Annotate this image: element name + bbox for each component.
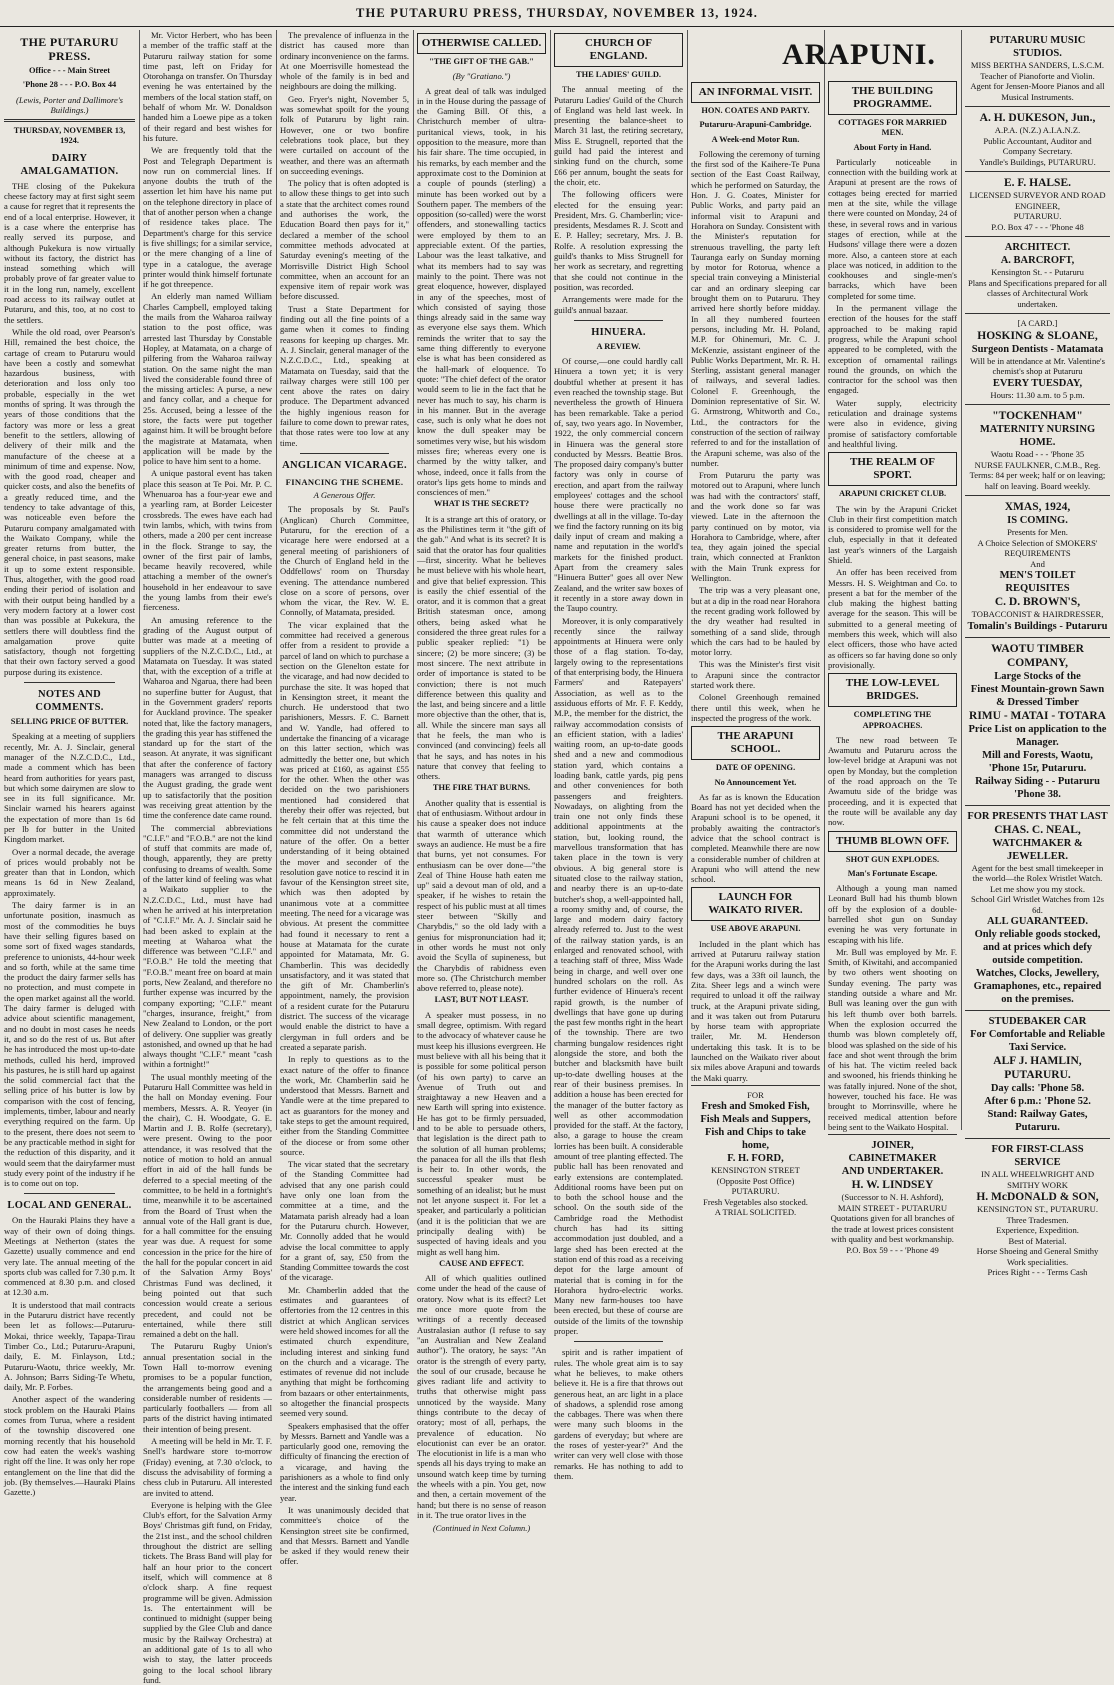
ad-line: Railway Siding - - Putaruru	[975, 775, 1100, 787]
ad-line: Teacher of Pianoforte and Violin.	[980, 70, 1095, 81]
ad-line: Let me show you my stock.	[990, 883, 1085, 894]
ad-line: WATCHMAKER & JEWELLER.	[992, 837, 1083, 862]
column-7	[828, 30, 957, 1255]
building-heading: THE BUILDING PROGRAMME.	[828, 81, 957, 115]
ad-line: And	[1030, 558, 1045, 569]
ad-line: MISS BERTHA SANDERS, L.S.C.M.	[970, 60, 1105, 70]
section-heading: WHAT IS THE SECRET?	[433, 499, 530, 509]
ad-line: MEN'S TOILET REQUISITES	[999, 570, 1076, 594]
ad-line: Fish and Chips to take home,	[705, 1127, 806, 1152]
article-paragraph: The policy that is often adopted is to allow these things to get into such a state that the architect comes round and authorises the work, the Education Board then pays for it," declared a member of the school committee methods advocated at Saturday evening's meeting of the Morrisville District High School committee, when an account for an expensive item of repair work was before discussed.	[280, 178, 409, 302]
ad-line: CHAS. C. NEAL,	[994, 823, 1081, 836]
column-4	[417, 30, 546, 1534]
building-tagline: About Forty in Hand.	[853, 142, 932, 152]
article-paragraph: Geo. Fryer's night, November 5, was somewhat spoilt for the young folk of Putaruru by light rain. However, one or two bonfire celebrations took place, but they were curtailed on account of the weather, and there was an aftermath on succeeding evenings.	[280, 93, 409, 176]
taxi-ad	[965, 1010, 1110, 1138]
article-paragraph: Another quality that is essential is that of enthusiasm. Without ardour in his cause a speaker does not induce that warmth of utterance which sways an audience. He must be a fire that burns, yet not consumes. For enthusiasm can be over done—"the Zeal of Thine House hath eaten me up" said a devout man of old, and a speaker, if he wishes to retain the respect of his public must at all times steer between "Skilly and Charybdis," so the old lady with a genius for mispronunciation had it; in other words he must not only avoid the Scylla of supineness, but the Charybdis of rabidness even more so. (The Christchurch member above referred to, please note).	[417, 797, 546, 994]
divider	[24, 682, 115, 683]
ad-line: STUDEBAKER CAR	[988, 1016, 1087, 1027]
ad-line: Large Stocks of the	[994, 670, 1081, 682]
thumb-heading: THUMB BLOWN OFF.	[828, 831, 957, 852]
hinuera-subheading: A REVIEW.	[596, 341, 641, 351]
divider	[574, 1341, 663, 1342]
article-paragraph: Mr. Victor Herbert, who has been a member of the traffic staff at the Putaruru railway station for some time past, left on Friday for Otorohanga on transfer. On Thursday evening he was entertained by the members of the local station staff, on behalf of whom Mr. W. Donaldson handed him a Loewe pipe as a token of their regard and best wishes for his future.	[143, 30, 272, 143]
ad-line: Terms: 84 per week; half or on leaving; half on leaving. Board weekly.	[969, 470, 1106, 491]
article-paragraph: We are frequently told that the Post and Telegraph Department is now run on commercial lines. If anyone doubts the truth of the assertion let him have his name put on the telephone directory in place of that of another person when a change of residence takes place. The Department's charge for this service is five shillings; for a similar service, or the mere changing of a line of type in a catalogue, the average printer would think himself fortunate if he got threepence.	[143, 145, 272, 290]
column-3	[280, 30, 409, 1567]
ad-line: Watches, Clocks, Jewellery, Gramaphones, etc., repaired on the premises.	[973, 968, 1102, 1005]
article-paragraph: Trust a State Department for finding out all the fine points of a game when it comes to finding reasons for keeping up charges. Mr. A. J. Sinclair, general manager of the N.Z.C.D.C., Ltd., speaking at Matamata on Tuesday, said that the railway charges were still 100 per cent above the rates on dairy produce. The Department advanced the highly ingenious reason for failure to come down to prewar rates, that those rates were too low at any time.	[280, 303, 409, 448]
article-paragraph: Colonel Greenhough remained there until this week, when he inspected the progress of the work.	[691, 692, 820, 723]
wheelwright-ad	[965, 1138, 1110, 1282]
issue-date: THURSDAY, NOVEMBER 13, 1924.	[13, 126, 126, 146]
music-studio-ad	[965, 30, 1110, 106]
ad-line: ARCHITECT.	[1004, 242, 1071, 253]
ad-line: Prices Right - - - Terms Cash	[987, 1267, 1088, 1277]
ad-line: Finest Mountain-grown Sawn & Dressed Timber	[970, 683, 1105, 708]
ad-line: JOINER, CABINETMAKER	[848, 1140, 937, 1165]
article-paragraph: Mr. Bull was employed by Mr. F. Smith, of Kiwitahi, and accompanied by two others went shooting on Sunday evening. The party was standing outside a whare and Mr. Bull was leaning over the gun with his left thumb over both barrels. When the explosion occurred the thumb was blown completely off, blood was splashed on the side of his face and shot went through the brim of his hat. The victim reeled back and swooned, his friends thinking he was fatally injured. None of the shot, however, touched his face. He was brought to Morrinsville, where he received medical attention before being sent to the Waikato Hospital.	[828, 946, 957, 1132]
church-heading: CHURCH OF ENGLAND.	[554, 33, 683, 67]
ad-line: RIMU - MATAI - TOTARA	[969, 709, 1106, 722]
ad-line: EVERY TUESDAY,	[992, 377, 1083, 389]
ad-line: Fresh Vegetables also stocked.	[703, 1196, 808, 1207]
ad-line: (Successor to N. H. Ashford),	[841, 1192, 944, 1203]
ad-line: Fresh and Smoked Fish,	[701, 1101, 810, 1113]
thumb-tagline: Man's Fortunate Escape.	[847, 868, 938, 878]
ad-line: AND UNDERTAKER.	[841, 1166, 944, 1178]
ad-line: Day calls: 'Phone 58.	[990, 1083, 1085, 1094]
timber-company-ad	[965, 637, 1110, 805]
article-paragraph: From Putaruru the party was motored out to Arapuni, where lunch was had with the contractors' staff, and the work done so far was viewed. Late in the afternoon the party continued on by motor, via Horahora to Cambridge, where, after tea, they again joined the special train, which connected at Frankton with the Main Trunk express for Wellington.	[691, 470, 820, 584]
ad-line: Will be in attendance at Mr. Valentine's chemist's shop at Putaruru	[970, 355, 1105, 376]
jeweller-ad	[965, 805, 1110, 1011]
school-heading: THE ARAPUNI SCHOOL.	[691, 726, 820, 760]
ad-line: Presents for Men.	[1007, 527, 1068, 537]
article-paragraph: In the permanent village the erection of the houses for the staff approached to be making rapid progress, while the Arapuni school appeared to be completed, with the exception of ornamental railings round the grounds, on which the contractor for the school was then engaged.	[828, 303, 957, 396]
article-paragraph: The vicar stated that the secretary of the Standing Committee had advised that any one parish could have only one loan from the committee at a time, and the Matamata parish already had a loan for the Putaruru church. However, Mr. Connolly added that he would advise the local committee to apply for a grant of, say, £50 from the Standing Committee towards the cost of the vicarage.	[280, 1159, 409, 1283]
article-paragraph: An offer has been received from Messrs. H. S. Weightman and Co. to present a bat for the member of the club making the highest batting average for the season. This will be submitted to a general meeting of members this week, which will also elect officers, those who have acted as officers so far having done so only provisionally.	[828, 567, 957, 670]
article-paragraph: Water supply, electricity reticulation and drainage systems were also in evidence, giving promise of satisfactory comfortable and healthful living.	[828, 397, 957, 449]
ad-line: School Girl Wristlet Watches from 12s 6d.	[970, 894, 1105, 915]
ad-line: Tomalin's Buildings - Putaruru	[967, 620, 1108, 632]
article-paragraph: Speaking at a meeting of suppliers recently, Mr. A. J. Sinclair, general manager of the N.Z.C.D.C., Ltd., made a comment which has been heard from authorities for years past, but which some dairymen are slow to see in its full significance. Mr. Sinclair warned his hearers against the expectation of more than 1s 6d per lb for butter in the United Kingdom market.	[4, 731, 135, 845]
ad-line: IN ALL WHEELWRIGHT AND SMITHY WORK	[980, 1169, 1095, 1190]
ad-line: Price List on application to the Manager.	[968, 723, 1107, 748]
oratory-heading: OTHERWISE CALLED.	[417, 33, 546, 54]
bridges-subheading: COMPLETING THE APPROACHES.	[853, 710, 932, 730]
dentist-ad	[965, 313, 1110, 404]
article-paragraph: It was unanimously decided that committee's choice of the Kensington street site be confirmed, and that Messrs. Barnett and Yandle be asked if they would renew their offer.	[280, 1504, 409, 1567]
article-paragraph: The commercial abbreviations "C.I.F." and "F.O.B." are not the kind of stuff that commits are made of, though, apparently, they are pretty confusing to dreams of wealth. Some of the latter kind of feeling was what a Waikato supplier to the N.Z.C.D.C., Ltd., must have had when he arrived at his interpretation of "C.I.F." Mr. A. J. Sinclair said he had been asked to explain at the meeting at Waharoa what the difference was between "C.I.F." and "F.O.B." He told the meeting that "F.O.B." meant free on board at main ports, New Zealand, and therefore no further expense was incurred by the company exporting; "C.I.F." meant "charges, insurance, freight," from New Zealand to London, or the port of delivery. One supplier was greatly astonished, and owned up that he had always thought "C.I.F." meant "cash within a fortnight!"	[143, 822, 272, 1070]
section-heading: LAST, BUT NOT LEAST.	[434, 995, 529, 1005]
ad-line: (Opposite Post Office)	[716, 1175, 795, 1186]
article-paragraph: spirit and is rather impatient of rules. The whole great aim is to say what he believes, to make others believe it. He is a fire that throws out generous heat, an arc light in a place of shadows, a splendid rose among the cabbages. There was when there were many such blooms in the gardens of everyday; but where are the roses of yester-year?" And the writer can very well close with those remarks. He has nothing to add to them.	[554, 1347, 683, 1481]
ad-line: Surgeon Dentists - Matamata	[971, 343, 1104, 355]
ad-line: Public Accountant, Auditor and Company Secretary.	[983, 135, 1092, 156]
article-paragraph: All of which qualities outlined come under the head of the cause of oratory. Now what is its effect? Let me once more quote from the writings of a recently deceased Australasian author (I refuse to say "an Australian and New Zealand author"). The oratory, he says: "An orator is the strength of every party, the soul of our crusade, because he gives radiant life and activity to truths that otherwise might pass unnoticed by the wayside. Many things contribute to the decay of oratory; most of all, perhaps, the prevalence of education. No elocutionist can ever be an orator. The elocutionist in life is a man who spends all his days trying to make an unsound watch keep time by turning the wheels with a pin. You get, now and then, a certain movement of the hand; but there is no sense of reason in it. The true orator lives in the	[417, 1273, 546, 1520]
article-paragraph: An elderly man named William Charles Campbell, employed taking the mails from the Waharoa railway station to the post office, was arrested last Thursday by Constable Hopley, at Matamata, on a charge of pilfering from the Waharoa railway station. On the same night the man lived the considerable found three of the missing articles: A purse, a new and fancy collar, and a cheque for 25s. Accused, being a lessee of the store, the facts were put together against him. It will be brought before the magistrate at Matamata, when application will be made by the police to have him sent to a home.	[143, 291, 272, 467]
article-paragraph: On the Hauraki Plains they have a way of their own of doing things. Meetings at Netherton (states the Gazette) usually commence and end very late. The annual meeting of the sports club was called for 7.30 p.m. It commenced at 8.30 p.m. and closed at 12.30 a.m.	[4, 1215, 135, 1298]
ad-line: 'Phone 38.	[1014, 788, 1061, 800]
ad-line: NURSE FAULKNER, C.M.B., Reg.	[974, 459, 1101, 470]
editorial-heading: DAIRY AMALGAMATION.	[20, 152, 119, 177]
article-paragraph: A great deal of talk was indulged in in the House during the passage of the Gaming Bill. Of this, a Christchurch member of ultra-puritanical views, took, in his opposition to the measure, more than his fair share. The time occupied, in his remarks, by each member and the approximate cost to the Dominion at a couple of pounds (sterling) a minute has been worked out by a Southern paper. The members of the opposition (so-called) were the worst offenders, and stonewalling tactics were employed by them to an appreciable extent. Of the parties, Labour was the least talkative, and what its members had to say was mainly to the point. There was not great eloquence, however, displayed in any of the speeches, most of which consisted of saying those things already said in the same way as everyone else says them. Which reminds the writer that to say the same thing differently to everyone else is what has been considered as the hall-mark of eloquence. To quote: "The chief defect of the orator would seem to lie in the fact that he never has much to say, his charm is in his manner. But in the average case, such is only what he does not know the dull speaker may be sometimes very wise, but his wisdom misses fire; whereas every one is charmed by the witty talker, and whose, indeed, once it falls from the orator's lips gets home to minds and consciences of men."	[417, 85, 546, 498]
ad-line: A Choice Selection of SMOKERS' REQUIREMENTS	[977, 537, 1098, 558]
ad-line: TOBACCONIST & HAIRDRESSER,	[971, 609, 1104, 619]
local-general-heading: LOCAL AND GENERAL.	[7, 1200, 132, 1212]
ad-line: Best of Material.	[1008, 1235, 1067, 1246]
tobacconist-ad	[965, 495, 1110, 637]
column-5	[554, 30, 683, 1481]
ad-line: MATERNITY NURSING HOME.	[979, 424, 1096, 448]
article-paragraph: A meeting will be held in Mr. T. F. Snell's hardware store to-morrow (Friday) evening, at 7.30 o'clock, to discuss the advisability of forming a chess club in Putaruru. All interested are invited to attend.	[143, 1436, 272, 1498]
article-paragraph: A unique pastoral event has taken place this season at Te Poi. Mr. P. C. Whenuaroa has a four-year ewe and a yearling ram, at Border Leicester crossbreds. The ewes have each had twin lambs, which, with twins from others, made a 200 per cent increase in the flock. Strange to say, the owner of the first pair of lambs, became heavily recovered, while attaching a member of the owner's household in her endeavour to save the young lambs from their ewe's fierceness.	[143, 468, 272, 613]
ad-line: Three Tradesmen.	[1006, 1214, 1069, 1225]
ad-line: Agent for Jensen-Moore Pianos and all Musical Instruments.	[970, 81, 1105, 102]
ad-line: A. H. DUKESON, Jun.,	[979, 112, 1096, 124]
ad-line: WAOTU TIMBER COMPANY,	[991, 642, 1084, 669]
office-line: Office - - - Main Street	[28, 66, 110, 75]
ad-line: PUTARURU.	[1013, 211, 1062, 221]
vicarage-subheading: FINANCING THE SCHEME.	[285, 476, 404, 487]
ad-line: P.O. Box 47 - - - 'Phone 48	[991, 221, 1084, 232]
bridges-heading: THE LOW-LEVEL BRIDGES.	[828, 673, 957, 707]
ad-line: F. H. FORD,	[727, 1153, 784, 1165]
ad-line: FOR FIRST-CLASS SERVICE	[991, 1144, 1084, 1168]
school-subheading: DATE OF OPENING.	[715, 763, 796, 773]
visit-route: Putaruru-Arapuni-Cambridge.	[699, 120, 812, 130]
ad-line: PUTARURU MUSIC STUDIOS.	[989, 35, 1086, 59]
ad-line: XMAS, 1924,	[1004, 501, 1071, 513]
ad-line: FOR	[747, 1089, 764, 1100]
visit-subheading: HON. COATES AND PARTY.	[701, 106, 810, 115]
ad-line: Waotu Road - - - 'Phone 35	[990, 449, 1085, 459]
ad-line: MAIN STREET - PUTARURU	[837, 1202, 948, 1213]
article-paragraph: The usual monthly meeting of the Putaruru Hall Committee was held in the hall on Monday evening. Four members, Messrs. A. R. Yeoyer (in the chair), C. H. Woodgate, G. E. Martin and J. B. Rolfe (secretary), were present. Owing to the poor attendance, it was resolved that the notice of motion to hold an annual effort in aid of the hall funds be deferred to a special meeting of the committee, to be held in a fortnight's time, meanwhile it to be ascertained from the Board of Trust when the annual vote of the Hall grant is due, for a hall committee for the ensuing year was due. A request for some concession in the price for the hire of the hall for the popular concert in aid of the Salvation Army Boys' Christmas Fund was declined, it being pointed out that such concession would create a serious precedent, and could not be entertained, while there still remained a debt on the hall.	[143, 1071, 272, 1340]
ad-line: HOSKING & SLOANE,	[977, 329, 1098, 342]
ad-line: Plans and Specifications prepared for all classes of Architectural Work undertaken.	[967, 277, 1108, 309]
launch-heading: LAUNCH FOR WAIKATO RIVER.	[691, 887, 820, 921]
ad-line: Quotations given for all branches of the trade at lowest prices consistent with quality and best workmanship.	[830, 1213, 955, 1245]
ad-line: Horse Shoeing and General Smithy Work specialities.	[976, 1246, 1099, 1267]
article-paragraph: The vicar explained that the committee had received a generous offer from a resident to provide a parcel of land on which to purchase a section on the Glenelton estate for the vicarage, and had now decided to purchase the site. It was hoped that in Kensington street, it meant the church. He understood that two parishioners, Messrs. F. C. Barnett and W. Yandle, had offered to undertake the financing of a vicarage on this latter section, which was admittedly the better one, but which was priced at £160, as against £55 for the other. When the other was decided on the two parishioners mentioned had considered that thereby their offer was rejected, but he felt certain that at this time the committee did not understand the nature of the offer. On a better understanding of it being obtained the mover and seconder of the resolution gave notice to rescind it in favour of the Kensington street site, which was then adopted by unanimous vote at a committee meeting. The need for a vicarage was obvious. At present the committee had found it necessary to rent a house at Matamata for the curate appointed for Matamata, Mr. G. Chamberlin. This was decidedly unsatisfactory, and it was stated that the gift of Mr. Chamberlin's appointment, namely, the provision of a resident curate for the Putaruru district. The success of the vicarage would enable the district to have a clergyman in full orders and be created a separate parish.	[280, 619, 409, 1052]
ad-line: ALF J. HAMLIN, PUTARURU.	[993, 1055, 1082, 1081]
launch-subheading: USE ABOVE ARAPUNI.	[710, 924, 801, 934]
article-paragraph: An amusing reference to the grading of the August output of butter was made at a meeting of suppliers of the N.Z.C.D.C., Ltd., at Matamata on Tuesday. It was stated that, with the exception of a trifle at Waharoa and Ngarua, there had been no superfine butter for August, that in the Government graders' reports for Auckland province. The speaker noted that, like the factory managers, the grading this year has stiffened the standard up for the start of the season. At anyrate, it was significant that after the conference of factory managers was arranged to discuss the August grading, the grade went up to satisfactorily that the position was receiving great attention by the time the conference date came round.	[143, 614, 272, 821]
notes-heading: NOTES AND COMMENTS.	[35, 689, 104, 714]
church-subheading: THE LADIES' GUILD.	[576, 70, 661, 79]
editorial-paragraph: While the old road, over Pearson's Hill, remained the best choice, the cartage of cream to Putaruru would have been a costly and somewhat hazardous business, with deterioration and loss only too probable, especially in the wet months of spring. It was through the years of those conditions that the factory was more or less a great benefit to the settlers, allowing of delivery of their milk and the manufacture of the cheese at a minimum of time and expense. Now, with the good road, cheaper and quicker costs, and also the benefits of a greatly reduced time, and the tendency to take advantage of this, was noticeable even before the Putaruru company amalgamated with the Waikato Company, while the greater returns from butter, the general choice, in past seasons, make it up to some extent responsible. Thus, altogether, with the good road ending their period of isolation and with their output being handled by a very modern factory at a lower cost than was possible at Pukekura, the settlers there will doubtless find the amalgamation prove quite satisfactory, though not forgetting that their own factory served a good purpose during its existence.	[4, 326, 135, 677]
ad-line: "TOCKENHAM"	[992, 410, 1083, 422]
article-paragraph: The proposals by St. Paul's (Anglican) Church Committee, Putaruru, for the erection of a vicarage here were endorsed at a general meeting of parishioners of the Church of England held in the Oddfellows' room on Thursday evening. The attendance numbered close on a score of persons, over whom the vicar, the Rev. W. E. Connolly, of Matamata, presided.	[280, 504, 409, 618]
sport-heading: THE REALM OF SPORT.	[828, 452, 957, 486]
ad-line: A TRIAL SOLICITED.	[714, 1207, 797, 1218]
ad-line: PUTARURU.	[731, 1186, 780, 1197]
article-paragraph: Mr. Chamberlin added that the estimates and guarantees of offertories from the 12 centres in this district at which Anglican services were held showed incomes for all the estimated church expenditure, including interest and sinking fund on the church and a vicarage. The estimates of revenue did not include anything that might be forthcoming from bazaars or other entertainments, so altogether the financial prospects seemed very sound.	[280, 1284, 409, 1419]
ad-line: P.O. Box 59 - - - 'Phone 49	[846, 1244, 939, 1255]
ad-line: Experience, Expedition.	[996, 1225, 1079, 1235]
ad-line: KENSINGTON STREET	[711, 1165, 800, 1176]
article-paragraph: The win by the Arapuni Cricket Club in their first competition match is considered to promise well for the club, especially in that it defeated last year's winners of the Largaish Shield.	[828, 503, 957, 565]
article-paragraph: The following officers were elected for the ensuing year: President, Mrs. G. Chamberlin; vice-presidents, Mesdames R. J. Scott and E. P. Halley; secretary, Mrs. J. B. Rolfe. A resolution expressing the guild's thanks to Miss Strugnell for her work as secretary, and regretting that she could not continue in the position, was recorded.	[554, 189, 683, 292]
thumb-subheading: SHOT GUN EXPLODES.	[845, 854, 940, 864]
informal-visit-heading: AN INFORMAL VISIT.	[691, 82, 820, 103]
notes-subheading: SELLING PRICE OF BUTTER.	[10, 717, 129, 727]
fish-shop-ad	[691, 1085, 820, 1222]
phone-line: 'Phone 28 - - - P.O. Box 44	[22, 80, 117, 90]
divider	[4, 119, 135, 122]
article-paragraph: Another aspect of the wandering stock problem on the Hauraki Plains comes from Turua, where a resident of the township discovered one morning recently that his household cow had eaten the week's washing right off the line. It was only her rope entanglement on the line that did the job. (By themselves.—Hauraki Plains Gazette.)	[4, 1394, 135, 1498]
section-heading: THE FIRE THAT BURNS.	[432, 783, 531, 793]
article-paragraph: It is a strange art this of oratory, or as the Philistines term it "the gift of the gab." And what is its secret? It is said that the orator has four qualities—first, sincerity. What he believes he must believe with his whole heart, and give that belief expression. This is easily the chief essential of the orator, and it is common that a great British statesman once, among others, being asked what he considered the three great rules for a public speaker replied: "1) be sincere; (2) be more sincere; (3) be most sincere. The next attribute in order of importance is stated to be conviction; there is not much difference between this quality and the last, and being sincere and a little more objective than the other, that is, all. While the sincere man says all that he feels, the man who is convinced (and convincing) feels all that he says, and has notes in his nature that convey that feeling to others.	[417, 513, 546, 782]
ad-line: Yandle's Buildings, PUTARURU.	[979, 156, 1096, 167]
ad-line: H. W. LINDSEY	[851, 1179, 934, 1192]
masthead: THE PUTARURU PRESS, THURSDAY, NOVEMBER 13, 1924.	[0, 0, 1114, 27]
surveyor-ad	[965, 171, 1110, 236]
article-paragraph: Moreover, it is only comparatively recently since the railway appointments at Hinuera were only those of a flag station. To-day, largely owing to the representations of that enterprising body, the Hinuera Farmers' and Ratepayers' Association, as well as to the assiduous efforts of Mr. F. F. Keddy, M.P., the member for the district, the railway accommodation consists of an efficient station, with a ladies' waiting room, an up-to-date goods shed and a new and commodious station yard, which contains a loading bank, cattle yards, pig pens and other conveniences for both passengers and freighters. Nowadays, on alighting from the train one not only finds these additional appointments at the station, but, looking round, the marvellous transformation that has taken place in the town is very obvious. A big general store is situated close to the railway station, and nearby there is an up-to-date butcher's shop, a well-appointed hall, a roomy smithy and, of course, the large and modern dairy factory already referred to. Just to the west of the railway station yards, is an enlarged and renovated school, with a teaching staff of three, Miss Wade being in charge, and well over one hundred scholars on the roll. As further evidence of Hinuera's recent rapid growth, is the number of dwellings that have gone up during the past few months right in the heart of the township. There are two charming bungalow residences right alongside the store, and both the butcher and blacksmith have built up-to-date dwelling houses at the rear of their business premises. In addition a house has been erected for the manager of the butter factory as well as other accommodation provided for the staff. At the factory, also, a garage to house the cream lorries has been built. A considerable amount of tree planting effected. The public hall has been renovated and early extensions are contemplated. Additional rooms have been put on to both the school house and the school. On the south side of the Cambridge road the Methodist church has had its sitting accommodation just doubled, and a large shed has been erected at the station end of this road as a receiving depot for the large amount of material that is coming in for the Horahora hydro-electric works. Many new farm-houses too have been erected, but these of course are outside of the limits of the township proper.	[554, 615, 683, 1337]
article-paragraph: Included in the plant which has arrived at Putaruru railway station for the Arapuni works during the last few days, was a 33ft oil launch, the Zita. Sheer legs and a winch were required to unload it off the railway truck, at the Arapuni private siding, and it was taken out from Putaruru by horse team with appropriate trailer, Mr. M. Henderson undertaking this task. It is to be launched on the Waikato river about six miles above Arapuni and towards the Maki quarry.	[691, 938, 820, 1083]
continued-note: (Continued in Next Column.)	[432, 1524, 531, 1534]
article-paragraph: The prevalence of influenza in the district has caused more than ordinary inconvenience on the farms. At one Moerrisville homestead the whole of the family is in bed and neighbours are doing the milking.	[280, 30, 409, 92]
article-paragraph: Of course,—one could hardly call Hinuera a town yet; it is very doubtful whether at present it has even reached the township stage. But nevertheless the growth of Hinuera has been remarkable. Take a period of, say, two years ago. In November, 1922, the only commercial concern in Hinuera was the general store conducted by Messrs. Beattie Bros. The proposed dairy company's butter factory was only in course of erection, and apart from the railway employees' cottages and the school house there were practically no dwellings at all in the village. To-day we find the factory running on its big daily input of cream and making a name and reputation in the world's markets for the finished product. Apart from the creamery sales "Hinuera Butter" goes all over New Zealand, and the writer saw boxes of it recently in a store away down in the Taupo country.	[554, 356, 683, 614]
article-paragraph: The dairy farmer is in an unfortunate position, inasmuch as most of the commodities he buys have their selling figures based on some sort of fixed wages standards, preference to unionists, 44-hour week and so forth, while at the same time the product the dairy farmer sells has no protection, and must compete in the open market against all the world. The dairy farmer is deluged with advice about scientific management, and no doubt in most cases he needs it, and so do the rest of us. But after he has introduced the most up-to-date methods, culled his herd, improved his pastures, he is still hard up against the solid commercial fact that the selling price of his butter is low by comparison with the cost of fencing, implements, timber, labour and nearly everything required on the farm. Up to the present, there does not seem to be any practicable method in sight for the reduction of this disparity, and it would seem that the dairyfarmer must study every point of the industry if he is to come out on top.	[4, 900, 135, 1189]
vicarage-tagline: A Generous Offer.	[313, 490, 376, 501]
building-subheading: COTTAGES FOR MARRIED MEN.	[838, 118, 947, 138]
column-2	[143, 30, 272, 1685]
section-heading: CAUSE AND EFFECT.	[439, 1258, 524, 1268]
article-paragraph: A speaker must possess, in no small degree, optimism. With regard to the advocacy of whatever cause he must keep his illusions evergreen. He must believe with all his being that it is possible for some political person (of his own party) to carve an Avenue of Truth out and straightaway a new Heaven and a new Earth will spring into existence. He has got to be firmly persuaded, and to be able to persuade others, that legislation is the direct path to the solution of all human problems; the panacea for all the ills that flesh is heir to. In other words, the successful speaker must be something of an idealist; but he must not let anyone suspect it. For let a speaker, and particularly a politician (and it is the politician that we are principally dealing with) be suspected of having ideals and you might as well hang him.	[417, 1009, 546, 1257]
ad-line: A.P.A. (N.Z.) A.I.A.N.Z.	[994, 125, 1081, 135]
ad-line: [A CARD.]	[1017, 318, 1058, 328]
article-paragraph: The trip was a very pleasant one, but at a dip in the road near Horahora the recent grading work followed by the dry weather had resulted in something of a sand slide, through which the cars had to be hauled by motor lorry.	[691, 585, 820, 658]
ad-line: KENSINGTON ST., PUTARURU.	[977, 1204, 1098, 1214]
ad-line: IS COMING.	[1007, 515, 1068, 526]
ad-line: Stand: Railway Gates, Putaruru.	[987, 1109, 1088, 1133]
sport-subheading: ARAPUNI CRICKET CLUB.	[838, 489, 947, 499]
ad-line: LICENSED SURVEYOR AND ROAD ENGINEER,	[969, 190, 1106, 211]
ad-line: Agent for the best small timekeeper in the world—the Rolex Wristlet Watch.	[971, 862, 1104, 883]
ad-line: ALL GUARANTEED.	[987, 916, 1088, 927]
arapuni-heading: ARAPUNI.	[782, 38, 936, 71]
ad-line: Hours: 11.30 a.m. to 5 p.m.	[990, 389, 1085, 400]
oratory-subheading: "THE GIFT OF THE GAB."	[429, 57, 534, 66]
hinuera-heading: HINUERA.	[591, 326, 646, 338]
paper-title: THE PUTARURU PRESS.	[20, 35, 119, 63]
ad-line: C. D. BROWN'S,	[994, 596, 1081, 608]
joiner-ad	[828, 1134, 957, 1259]
divider	[574, 320, 663, 321]
ad-line: Mill and Forests, Waotu, 'Phone 15r, Putaruru.	[982, 749, 1093, 774]
editorial-paragraph: THE closing of the Pukekura cheese factory may at first sight seem a cause for regret that it represents the end of a local enterprise. However, it is a case where the enterprise has really served its purpose, and although Pukekura is now virtually without its factory, the district has instead something which will probably prove of far greater value to it in the long run, namely, excellent road access to its railway outlet at Putaruru, and this, too, at no cost to the settlers.	[4, 180, 135, 325]
article-paragraph: The annual meeting of the Putaruru Ladies' Guild of the Church of England was held last week. In presenting the balance-sheet to March 31 last, the retiring secretary, Miss E. Strugnell, reported that the guild had paid the interest and sinking fund on the church, some £66 per annum, bought the seats for the choir, etc.	[554, 84, 683, 187]
ad-line: FOR PRESENTS THAT LAST	[967, 810, 1108, 822]
article-paragraph: Although a young man named Leonard Bull had his thumb blown off by the explosion of a double-barrelled shot gun on Sunday evening he was very fortunate in escaping with his life.	[828, 883, 957, 945]
ad-line: After 6 p.m.: 'Phone 52.	[984, 1096, 1091, 1107]
divider	[300, 453, 389, 454]
article-paragraph: In reply to questions as to the exact nature of the offer to finance the work, Mr. Chamberlin said he understood that Messrs. Barnett and Yandle were at the time prepared to act as guarantors for the money and take steps to get the amount required, either from the Standing Committee of the diocese or from some other source.	[280, 1054, 409, 1157]
ad-line: Fish Meals and Suppers,	[700, 1114, 811, 1126]
article-paragraph: Speakers emphasised that the offer by Messrs. Barnett and Yandle was a particularly good one, removing the difficulty of financing the erection of a vicarage, and having the parishioners as a whole to find only the interest and the sinking fund each year.	[280, 1420, 409, 1503]
ad-line: Only reliable goods stocked, and at prices which defy outside competition.	[974, 929, 1101, 966]
article-paragraph: This was the Minister's first visit to Arapuni since the contractor started work there.	[691, 659, 820, 691]
article-paragraph: Arrangements were made for the guild's annual bazaar.	[554, 294, 683, 315]
visit-tagline: A Week-end Motor Run.	[711, 134, 800, 144]
article-paragraph: Particularly noticeable in connection with the building work at Arapuni at present are the rows of cottages being erected for married men at the site, while the village there were counted on Monday, 24 of these, in several rows and in various stages of erection, while at the Hudsons' village there were a dozen more. Also, a canteen store at each place was noticed, in addition to the cookhouses and single-men's barracks, which have been completed for some time.	[828, 156, 957, 301]
article-paragraph: The Putaruru Rugby Union's annual presentation social in the Town Hall to-morrow evening promises to be a popular function, the arrangements being good and a considerable number of residents — particularly footballers — from all parts of the district having intimated their intention of being present.	[143, 1341, 272, 1434]
ad-line: A. BARCROFT,	[1000, 255, 1075, 266]
nursing-home-ad	[965, 404, 1110, 495]
column-8-ads	[965, 30, 1110, 1277]
vicarage-heading: ANGLICAN VICARAGE.	[282, 459, 407, 471]
ad-line: For Comfortable and Reliable Taxi Service.	[970, 1029, 1105, 1053]
building-line: (Lewis, Porter and Dallimore's Buildings.)	[15, 94, 124, 115]
article-paragraph: Over a normal decade, the average of prices would probably not be greater than that in London, which means 1s 6d in New Zealand, approximately.	[4, 846, 135, 898]
ad-line: H. McDONALD & SON,	[976, 1191, 1099, 1203]
byline: (By "Gratiano.")	[452, 71, 511, 82]
divider	[24, 1193, 115, 1194]
architect-ad	[965, 236, 1110, 313]
article-paragraph: It is understood that mail contracts in the Putaruru district have recently been let as follows:—Putaruru-Mokai, thrice weekly, Tapapa-Tirau Timber Co., Ltd.; Putaruru-Arapuni, daily, E. M. Finlayson, Ltd.; Putaruru-Waotu, thrice weekly, Mr. A. Johnson; Barrs Siding-Te Whetu, daily, Mr. P. Forbes.	[4, 1299, 135, 1393]
article-paragraph: Everyone is helping with the Glee Club's effort, for the Salvation Army Boys' Christmas gift fund, on Friday, the 21st inst., and the school children throughout the district are selling tickets. The Brass Band will play for half an hour prior to the concert itself, which will commence at 8 o'clock sharp. A fine request programme will be given. Admission 1s. The entertainment will be continued to midnight (supper being supplied by the Glee Club and dance music by the Railway Orchestra) at an additional gate of 1s to all who wish to stay, the latter proceeds going to the local school library fund.	[143, 1499, 272, 1685]
school-tagline: No Announcement Yet.	[714, 777, 797, 787]
article-paragraph: As far as is known the Education Board has not yet decided when the Arapuni school is to be opened, it probably awaiting the contractor's advice that the school contract is completed. Meanwhile there are now a considerable number of children at Arapuni who will attend the new school.	[691, 791, 820, 885]
ad-line: E. F. HALSE.	[1003, 177, 1071, 189]
article-paragraph: Following the ceremony of turning the first sod of the Kaihere-Te Puna section of the East Coast Railway, which he performed on Saturday, the Hon. J. G. Coates, Minister for Public Works, and party paid an informal visit to Arapuni and Horahora on Sunday. Consistent with the Minister's reputation for strenuous travelling, the party left Tauranga early on Sunday morning by motor for Rotorua, whence a special train conveying a Ministerial car and an ordinary sleeping car brought them on to Putaruru. They arrived here shortly before midday. In all they numbered fourteen persons, including Mr. H. Poland, M.P. for Ohinemuri, Mr. C. J. McKenzie, assistant engineer of the Public Works Department, Mr. R. H. Sterling, assistant general manager of railways, and several ladies. Colonel F. Greenhough, the Dominion representative of Sir. W. G. Armstrong, Whitworth and Co., Ltd., the contractors for the construction of the section of railway referred to and for the installation of the Arapuni scheme, was also of the number.	[691, 148, 820, 468]
column-1	[4, 30, 135, 1498]
ad-line: Kensington St. - - Putaruru	[991, 267, 1084, 277]
accountant-ad	[965, 106, 1110, 171]
article-paragraph: The new road between Te Awamutu and Putaruru across the low-level bridge at Arapuni was not open by Monday, but the completion of the road approach on the Te Awamutu side of the bridge was proceeding, and it is expected that the route will be available any day now.	[828, 734, 957, 828]
